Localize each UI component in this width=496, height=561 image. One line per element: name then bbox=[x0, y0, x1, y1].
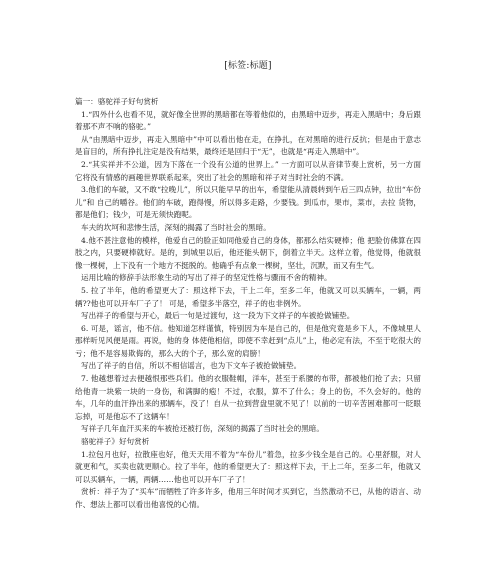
paragraph: 骆驼祥子》好句赏析 bbox=[81, 437, 150, 447]
paragraph: 写祥子几年血汗买来的车被抢还被打伤，深刻的揭露了当时社会的黑暗。 bbox=[81, 424, 324, 434]
paragraph: 运用比喻的修辞手法形象生动的写出了祥子的坚定性格与骤而不舍的精神。 bbox=[81, 273, 332, 283]
paragraph: 4.他不甚注意他的模样，他爱自己的脸正如同他爱自己的身体，都那么结实硬棒；他 把脸仿佛算在四肢之内，只要硬棒就好。是的，到城里以后，他还能头朝下，倒着立半天。这样立着，他觉得，他就很像一棵树，上下没有一个地方不挺脱的。他确乎有点象一棵树，坚壮，沉默，而又有生气。 bbox=[75, 235, 421, 270]
paragraph: 2.“其实祥并不公道，因为下落在一个没有公道的世界上。” 一方面可以从音律节奏上赏析，另一方面它将没有情感的画趣世界联系起来，突出了社会的黑暗和祥子对当时社会的不满。 bbox=[75, 159, 421, 182]
document-tag-title: [标签:标题] bbox=[224, 61, 272, 71]
paragraph: 3.他们的车破，又不敢“拉晚儿”，所以只能早早的出车，希望能从清晨转到午后三四点钟，拉出“车份儿”和 自己的嚼谷。他们的车破，跑得慢，所以得多走路，少要钱。到瓜市，果市，菜市，去拉 货物，都是他们；钱少，可是无须快跑呢。 bbox=[75, 185, 421, 220]
paragraph: 写出祥子的希望与开心，最后一句是过渡句，这一段为下文祥子的车被抢做铺垫。 bbox=[81, 311, 355, 321]
paragraph: 1.拉包月也好，拉散座也好，他天天用不着为“车份儿”着急，拉多少钱全是自己的。心里舒服，对人就更和气，买卖也就更顺心。拉了半年，他的希望更大了：照这样下去，干上二年，至多二年，他就又可以买辆车，一辆，两辆……他也可以开车厂子了！ bbox=[75, 449, 421, 484]
paragraph: 7. 他越想着过去便越恨那些兵们。他的衣服鞋帽，洋车，甚至于系腰的布带，都被他们抢了去；只留给他青一块紫一块的一身伤，和满脚的疱！不过，衣服，算不了什么；身上的伤，不久会好的。他的车，几年的血汗挣出来的那辆车，没了！自从一拉到营盘里就不见了！以前的一切辛苦困难都可一眨眼忘掉，可是他忘不了这辆车！ bbox=[75, 374, 421, 421]
document-body bbox=[75, 96, 421, 512]
section-heading: 篇一：骆驼祥子好句赏析 bbox=[75, 97, 159, 106]
paragraph: 6. 可是，谣言，他不信。他知道怎样谨慎，特别因为车是自己的，但是他究竟是乡下人，不像城里人那样听见风便是雨。再说，他的身 体使他相信，即使不幸赶到“点儿”上，他必定有法，不至于吃很大的亏；他不是容易欺侮的，那么大的个子，那么宽的肩膀！ bbox=[75, 323, 421, 358]
paragraph: 车夫的坎坷和悲惨生活，深刻的揭露了当时社会的黑暗。 bbox=[81, 222, 271, 232]
paragraph: 赏析：祥子为了“买车”而牺牲了许多许多，他用三年时间才买到它，当然激动不已，从他的语言、动作、想法上都可以看出他喜悦的心情。 bbox=[75, 487, 421, 509]
paragraph: 写出了祥子的自信，所以不相信谣言，也为下文车子被抢做铺垫。 bbox=[81, 361, 302, 371]
paragraph: 从“由黑暗中迈步，再走入黑暗中”中可以看出他在走，在挣扎，在对黑暗的进行反抗；但是由于意志是盲目的，所有挣扎注定是没有结果，最终还是回归于“无”，也就是“再走入黑暗中”。 bbox=[75, 134, 421, 157]
paragraph: 5. 拉了半年，他的希望更大了：照这样下去，干上二年，至多二年，他就又可以买辆车，一辆，两辆??他也可以开车厂子了！ 可是，希望多半落空，祥子的也非例外。 bbox=[75, 285, 421, 308]
paragraph: 1.“四外什么也看不见，就好像全世界的黑暗都在等着他似的，由黑暗中迈步，再走入黑暗中；身后跟着那不声不响的骆驼。” bbox=[75, 109, 421, 132]
